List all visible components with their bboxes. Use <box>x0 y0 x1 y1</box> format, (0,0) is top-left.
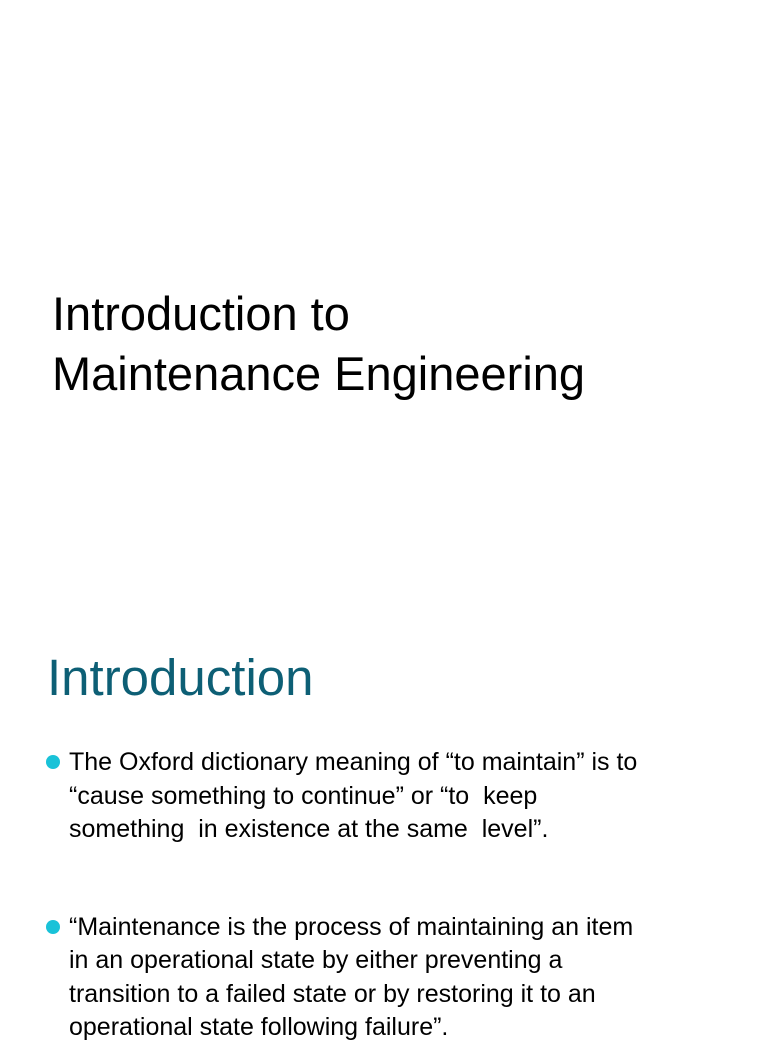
bullet-item-maintenance-definition <box>46 911 746 1045</box>
bullet-dot-icon <box>46 755 60 769</box>
bullet-text-line: operational state following failure”. <box>69 1013 449 1041</box>
introduction-slide <box>0 576 768 1041</box>
bullet-text-line: something in existence at the same level”. <box>69 815 549 843</box>
bullet-text-line: The Oxford dictionary meaning of “to maintain” is to <box>69 748 638 776</box>
bullet-dot-icon <box>46 920 60 934</box>
bullet-text-line: “cause something to continue” or “to keep <box>69 781 538 810</box>
bullet-text-line: “Maintenance is the process of maintaining an item <box>69 912 634 941</box>
bullet-text-line: in an operational state by either preventing a <box>69 946 563 974</box>
title-line-1: Introduction to <box>52 287 350 340</box>
presentation-title <box>52 284 585 404</box>
slide-heading: Introduction <box>47 649 314 706</box>
bullet-list <box>46 746 746 1045</box>
title-line-2: Maintenance Engineering <box>52 347 586 400</box>
bullet-item-oxford-definition <box>46 746 746 847</box>
bullet-text-line: transition to a failed state or by restoring it to an <box>69 979 596 1008</box>
